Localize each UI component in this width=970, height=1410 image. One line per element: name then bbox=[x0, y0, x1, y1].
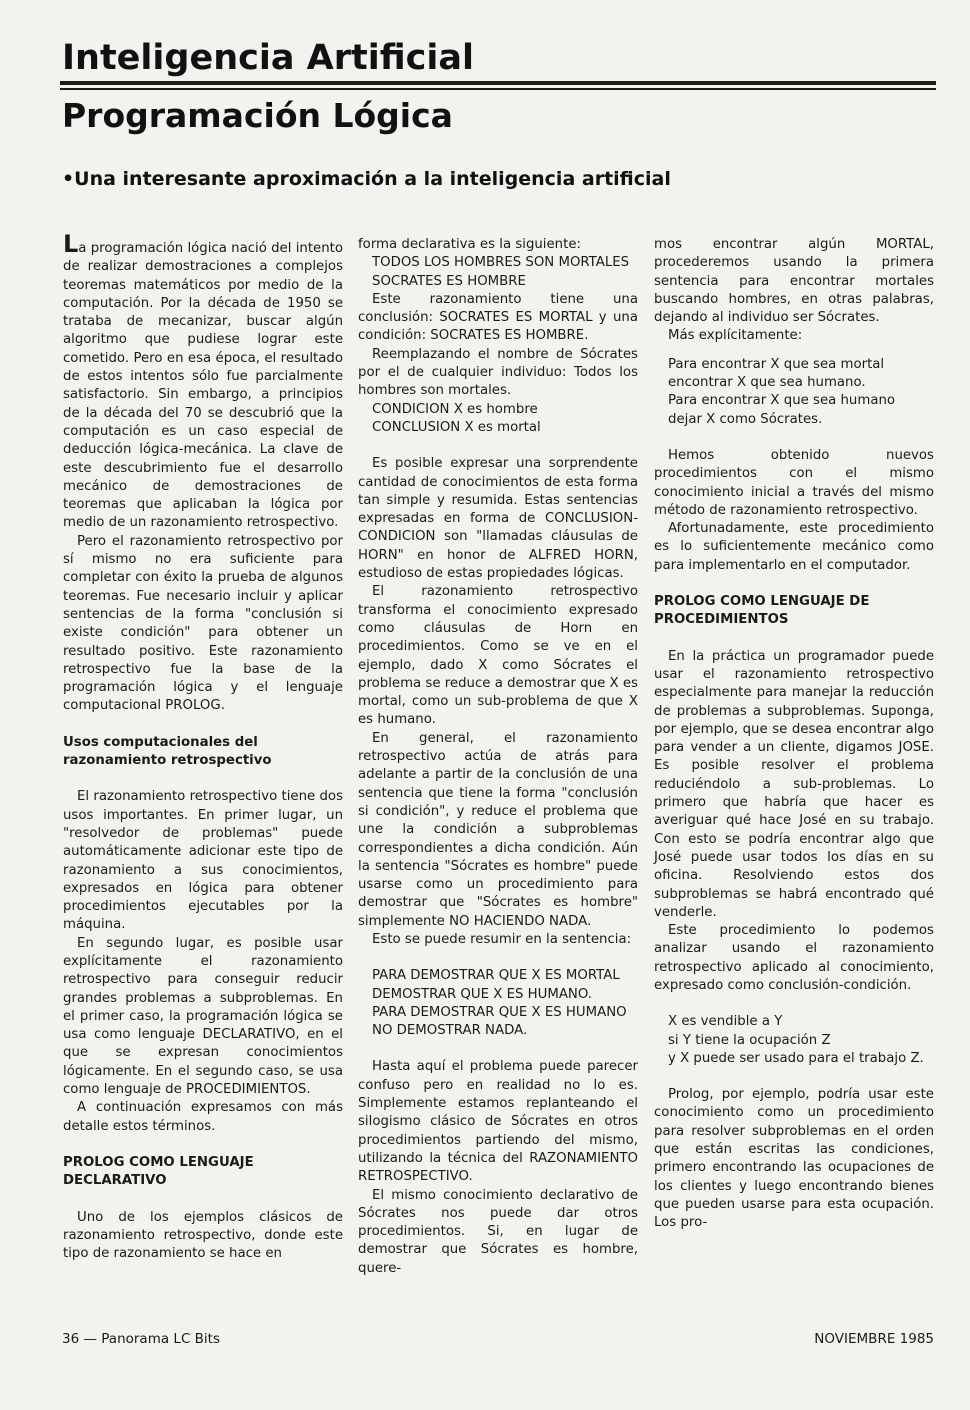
text-column-1 bbox=[63, 230, 343, 1263]
code-line: PARA DEMOSTRAR QUE X ES MORTAL bbox=[372, 968, 620, 984]
paragraph: Afortunadamente, este procedimiento es lo suficientemente mecánico como para implementarlo en el computador. bbox=[654, 521, 934, 573]
paragraph: Hemos obtenido nuevos procedimientos con el mismo conocimiento inicial a través del mismo método de razonamiento retrospectivo. bbox=[654, 447, 934, 518]
paragraph: El razonamiento retrospectivo tiene dos usos importantes. En primer lugar, un "resolvedor de problemas" puede automáticamente adicionar este tipo de razonamiento a sus conocimientos, expresados en lógica para obtener procedimientos ejecutables por la máquina. bbox=[63, 789, 343, 933]
drop-cap: L bbox=[63, 230, 79, 258]
paragraph: El razonamiento retrospectivo transforma el conocimiento expresado como cláusulas de Horn en procedimientos. Como se ve en el ejemplo, dado X como Sócrates el problema se reduce a demostrar que X es mortal, como un sub-problema de que X es humano. bbox=[358, 584, 638, 728]
paragraph: Esto se puede resumir en la sentencia: bbox=[372, 931, 632, 947]
code-line: dejar X como Sócrates. bbox=[668, 411, 823, 427]
code-line: NO DEMOSTRAR NADA. bbox=[372, 1023, 528, 1039]
header-rule-thick bbox=[60, 81, 936, 85]
code-line: Para encontrar X que sea humano bbox=[668, 393, 896, 409]
code-line: CONDICION X es hombre bbox=[372, 401, 538, 417]
article-title: Programación Lógica bbox=[62, 96, 453, 135]
code-line: SOCRATES ES HOMBRE bbox=[372, 273, 526, 289]
paragraph: Hasta aquí el problema puede parecer confuso pero en realidad no lo es. Simplemente estamos replanteando el silogismo clásico de Sócrates en otros procedimientos partiendo del mismo, utilizando la técnica del RAZONAMIENTO RETROSPECTIVO. bbox=[358, 1059, 638, 1185]
paragraph: Este razonamiento tiene una conclusión: SOCRATES ES MORTAL y una condición: SOCRATES ES HOMBRE. bbox=[358, 291, 638, 344]
code-line: Para encontrar X que sea mortal bbox=[668, 356, 885, 372]
paragraph bbox=[63, 230, 343, 533]
paragraph: El mismo conocimiento declarativo de Sócrates nos puede dar otros procedimientos. Si, en lugar de demostrar que Sócrates es hombre, quere- bbox=[358, 1187, 638, 1276]
code-line: DEMOSTRAR QUE X ES HUMANO. bbox=[372, 986, 593, 1002]
header-rule-thin bbox=[60, 88, 936, 90]
section-heading: Usos computacionales del razonamiento retrospectivo bbox=[63, 734, 272, 769]
paragraph: Uno de los ejemplos clásicos de razonamiento retrospectivo, donde este tipo de razonamiento se hace en bbox=[63, 1209, 343, 1262]
paragraph: Reemplazando el nombre de Sócrates por el de cualquier individuo: Todos los hombres son mortales. bbox=[358, 346, 638, 399]
code-line: CONCLUSION X es mortal bbox=[372, 419, 541, 435]
text-column-2 bbox=[358, 236, 638, 1278]
section-title: Inteligencia Artificial bbox=[62, 38, 475, 78]
page-footer-left: 36 — Panorama LC Bits bbox=[62, 1331, 220, 1347]
code-line: PARA DEMOSTRAR QUE X ES HUMANO bbox=[372, 1004, 627, 1020]
section-heading: PROLOG COMO LENGUAJE DECLARATIVO bbox=[63, 1154, 254, 1189]
paragraph: Prolog, por ejemplo, podría usar este conocimiento como un procedimiento para resolver subproblemas en el orden que están escritas las condiciones, primero encontrando las ocupaciones de los clientes y luego encontrando bienes que pueden usarse para esta ocupación. Los pro- bbox=[654, 1087, 934, 1231]
code-line: y X puede ser usado para el trabajo Z. bbox=[668, 1050, 924, 1066]
section-heading: PROLOG COMO LENGUAJE DE PROCEDIMIENTOS bbox=[654, 594, 870, 628]
text-column-3 bbox=[654, 236, 934, 1233]
code-line: X es vendible a Y bbox=[668, 1014, 783, 1030]
paragraph: Más explícitamente: bbox=[668, 328, 803, 344]
code-line: si Y tiene la ocupación Z bbox=[668, 1032, 831, 1048]
paragraph: Es posible expresar una sorprendente cantidad de conocimientos de esta forma tan simple y resumida. Estas sentencias expresadas en forma de CONCLUSION-CONDICION son "llamadas cláusulas de HORN" en honor de ALFRED HORN, estudioso de estas propiedades lógicas. bbox=[358, 456, 638, 582]
paragraph: Pero el razonamiento retrospectivo por sí mismo no era suficiente para completar con éxito la prueba de algunos teoremas. Fue necesario incluir y aplicar sentencias de la forma "conclusión si existe condición" para obtener un resultado positivo. Este razonamiento retrospectivo fue la base de la programación lógica y el lenguaje computacional PROLOG. bbox=[63, 533, 343, 714]
paragraph: En la práctica un programador puede usar el razonamiento retrospectivo especialmente para manejar la reducción de problemas a subproblemas. Suponga, por ejemplo, que se desea encontrar algo para vender a un cliente, digamos JOSE. Es posible resolver el problema reduciéndolo a sub-problemas. Lo primero que habría que hacer es averiguar qué hace José en su trabajo. Con esto se podría encontrar algo que José puede usar todos los días en su oficina. Resolviendo estos dos subproblemas se habrá encontrado qué venderle. bbox=[654, 648, 934, 920]
paragraph: mos encontrar algún MORTAL, procederemos usando la primera sentencia para encontrar mortales buscando hombres, en otras palabras, dejando al individuo ser Sócrates. bbox=[654, 237, 934, 326]
paragraph: Este procedimiento lo podemos analizar usando el razonamiento retrospectivo aplicado al conocimiento, expresado como conclusión-condición. bbox=[654, 923, 934, 993]
paragraph-text: a programación lógica nació del intento de realizar demostraciones a complejos teoremas matemáticos por medio de la computación. Por la década de 1950 se trataba de mecanizar, buscar algún algoritmo que pudiese lograr este cometido. Pero en esa época, el resultado de estos intentos sólo fue parcialmente satisfactorio. Sin embargo, a principios de la década del 70 se descubrió que la computación es un caso especial de deducción lógica-mecánica. La clave de este descubrimiento fue el desarrollo mecánico de demostraciones de teoremas que aplicaban la lógica por medio de un razonamiento retrospectivo. bbox=[63, 241, 343, 531]
article-subtitle: •Una interesante aproximación a la inteligencia artificial bbox=[62, 168, 671, 190]
paragraph: En segundo lugar, es posible usar explícitamente el razonamiento retrospectivo para conseguir reducir grandes problemas a subproblemas. En el primer caso, la programación lógica se usa como lenguaje DECLARATIVO, en el que se expresan conocimientos lógicamente. En el segundo caso, se usa como lenguaje de PROCEDIMIENTOS. bbox=[63, 935, 343, 1098]
code-line: TODOS LOS HOMBRES SON MORTALES bbox=[372, 255, 630, 271]
code-line: encontrar X que sea humano. bbox=[668, 375, 866, 391]
paragraph: En general, el razonamiento retrospectivo actúa de atrás para adelante a partir de la conclusión de una sentencia que tiene la forma "conclusión si condición", y reduce el problema que une la condición a subproblemas correspondientes a dicha condición. Aún la sentencia "Sócrates es hombre" puede usarse como un procedimiento para demostrar que "Sócrates es hombre" simplemente NO HACIENDO NADA. bbox=[358, 730, 638, 929]
paragraph: A continuación expresamos con más detalle estos términos. bbox=[63, 1100, 343, 1134]
paragraph: forma declarativa es la siguiente: bbox=[358, 237, 581, 252]
page-footer-right: NOVIEMBRE 1985 bbox=[814, 1331, 934, 1347]
